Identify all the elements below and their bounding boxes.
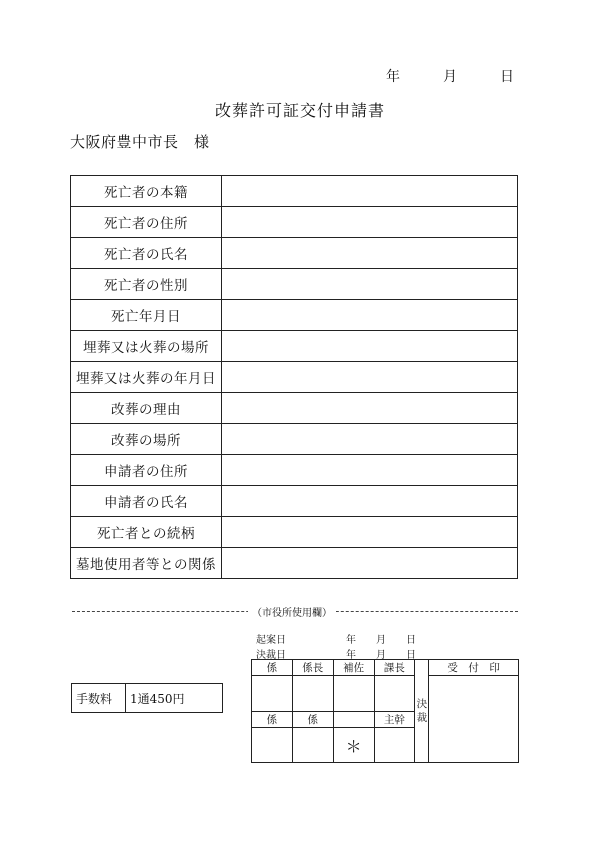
form-row-value-field[interactable] [222,238,518,269]
form-row-value-field[interactable] [222,393,518,424]
form-row-value-field[interactable] [222,517,518,548]
form-row [71,269,518,300]
fee-value: 1通450円 [126,684,223,713]
stamp-cell [252,676,293,712]
date-month: 月 [443,69,457,85]
form-row-label: 埋葬又は火葬の年月日 [71,362,222,393]
form-title: 改葬許可証交付申請書 [214,101,385,120]
drafted-month: 月 [376,635,386,646]
stamp-cell [292,728,333,763]
form-row-value-field[interactable] [222,331,518,362]
form-row [71,238,518,269]
form-row-value-field[interactable] [222,486,518,517]
form-row [71,207,518,238]
form-row-label: 死亡者の住所 [71,207,222,238]
application-table [70,175,518,579]
form-row-label: 死亡者の性別 [71,269,222,300]
form-row-value-field[interactable] [222,207,518,238]
approval-header: 係長 [292,660,333,676]
fee-table [71,683,223,713]
form-row-label: 改葬の場所 [71,424,222,455]
decision-char: 決 [416,698,428,710]
fee-label: 手数料 [72,684,126,713]
form-row-label: 死亡者の氏名 [71,238,222,269]
form-row-label: 改葬の理由 [71,393,222,424]
date-day: 日 [500,69,514,85]
form-row-label: 申請者の氏名 [71,486,222,517]
drafted-day: 日 [406,635,416,646]
form-row [71,393,518,424]
drafted-date-label: 起案日 [256,635,286,646]
approval-header: 課長 [374,660,415,676]
form-row-label: 埋葬又は火葬の場所 [71,331,222,362]
stamp-cell [374,728,415,763]
approval-header: 補佐 [333,660,374,676]
stamp-cell [252,728,293,763]
decision-column [415,660,429,763]
form-row [71,331,518,362]
form-row [71,424,518,455]
form-row-label: 死亡者の本籍 [71,176,222,207]
decision-char: 裁 [416,712,428,724]
form-row-value-field[interactable] [222,548,518,579]
decided-month: 月 [376,650,386,661]
asterisk-mark: ＊ [345,736,362,756]
form-row [71,455,518,486]
form-row-value-field[interactable] [222,300,518,331]
form-row-label: 申請者の住所 [71,455,222,486]
stamp-cell [374,676,415,712]
approval-header: 係 [252,660,293,676]
form-row-value-field[interactable] [222,362,518,393]
form-row-value-field[interactable] [222,269,518,300]
form-row [71,486,518,517]
decided-date-label: 決裁日 [256,650,286,661]
drafted-year: 年 [346,635,356,646]
reception-stamp-header: 受 付 印 [429,660,519,676]
date-year: 年 [386,69,400,85]
form-row-label: 墓地使用者等との関係 [71,548,222,579]
stamp-cell [333,676,374,712]
stamp-cell [333,728,374,763]
form-row-label: 死亡者との続柄 [71,517,222,548]
office-use-label: （市役所使用欄） [248,604,336,619]
approval-header: 主幹 [374,712,415,728]
approval-table [251,659,519,763]
form-row [71,300,518,331]
blank-header [333,712,374,728]
approval-header: 係 [252,712,293,728]
form-row-value-field[interactable] [222,424,518,455]
reception-stamp-area [429,676,519,763]
decided-year: 年 [346,650,356,661]
form-row [71,362,518,393]
form-row-value-field[interactable] [222,176,518,207]
form-row-value-field[interactable] [222,455,518,486]
form-row-label: 死亡年月日 [71,300,222,331]
stamp-cell [292,676,333,712]
form-row [71,176,518,207]
addressee: 大阪府豊中市長 様 [70,133,210,151]
decided-day: 日 [406,650,416,661]
approval-header: 係 [292,712,333,728]
form-row [71,548,518,579]
form-row [71,517,518,548]
